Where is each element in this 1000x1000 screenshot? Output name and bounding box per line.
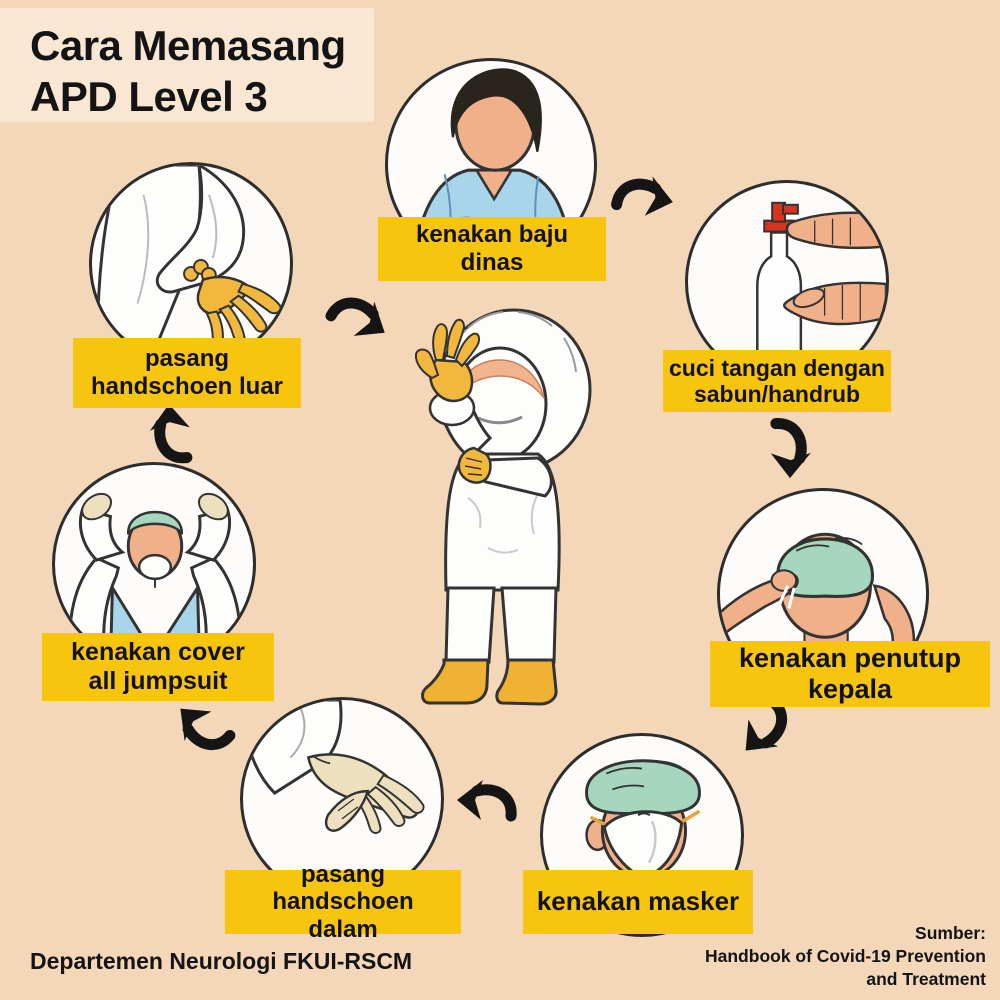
- step-label-cover-all-line2: all jumpsuit: [88, 667, 228, 695]
- step-label-cuci-tangan-line2: sabun/handrub: [693, 381, 861, 407]
- poster-title-line1: Cara Memasang: [30, 22, 346, 69]
- step-label-handschoen-dalam: [225, 860, 461, 943]
- step-label-cuci-tangan: [663, 350, 891, 412]
- arrow-masker-to-dalam-icon: [455, 778, 517, 828]
- step-label-penutup-kepala-line2: kepala: [807, 674, 893, 704]
- step-label-baju-dinas-line1: kenakan baju: [415, 221, 569, 249]
- arrow-luar-to-center-icon: [319, 281, 398, 357]
- arrow-cuci-to-penutup-icon: [762, 417, 814, 481]
- department-credit: Departemen Neurologi FKUI-RSCM: [30, 948, 413, 974]
- source-line2: and Treatment: [866, 968, 986, 989]
- step-label-cover-all-line1: kenakan cover: [71, 638, 245, 667]
- full-ppe-worker-illustration: [388, 298, 628, 718]
- poster-title-line2: APD Level 3: [30, 73, 268, 121]
- step-label-masker-line1: kenakan masker: [536, 886, 740, 917]
- step-label-baju-dinas-line2: dinas: [460, 249, 524, 276]
- arrow-baju-to-cuci-icon: [608, 166, 680, 230]
- arrow-coverall-to-luar-icon: [147, 401, 199, 465]
- step-circle-handschoen-luar: [89, 162, 293, 366]
- step-label-masker: [523, 870, 753, 934]
- outer-glove-icon: [92, 165, 290, 363]
- step-label-handschoen-dalam-line1: pasang handschoen: [272, 860, 414, 916]
- step-label-handschoen-dalam-line2: dalam: [308, 915, 378, 943]
- step-label-handschoen-luar: [73, 338, 301, 408]
- source-label: Sumber:: [915, 923, 986, 943]
- step-label-cuci-tangan-line1: cuci tangan dengan: [669, 354, 885, 381]
- step-label-baju-dinas: [378, 217, 606, 281]
- step-label-penutup-kepala: [710, 641, 990, 707]
- source-line1: Handbook of Covid-19 Prevention: [705, 945, 986, 966]
- step-label-handschoen-luar-line2: handschoen luar: [90, 373, 284, 400]
- poster-title: [30, 20, 346, 122]
- step-label-handschoen-luar-line1: pasang: [144, 345, 230, 373]
- center-figure-full-ppe: [388, 298, 628, 718]
- step-label-penutup-kepala-line1: kenakan penutup: [738, 642, 962, 673]
- step-label-cover-all: [42, 633, 274, 701]
